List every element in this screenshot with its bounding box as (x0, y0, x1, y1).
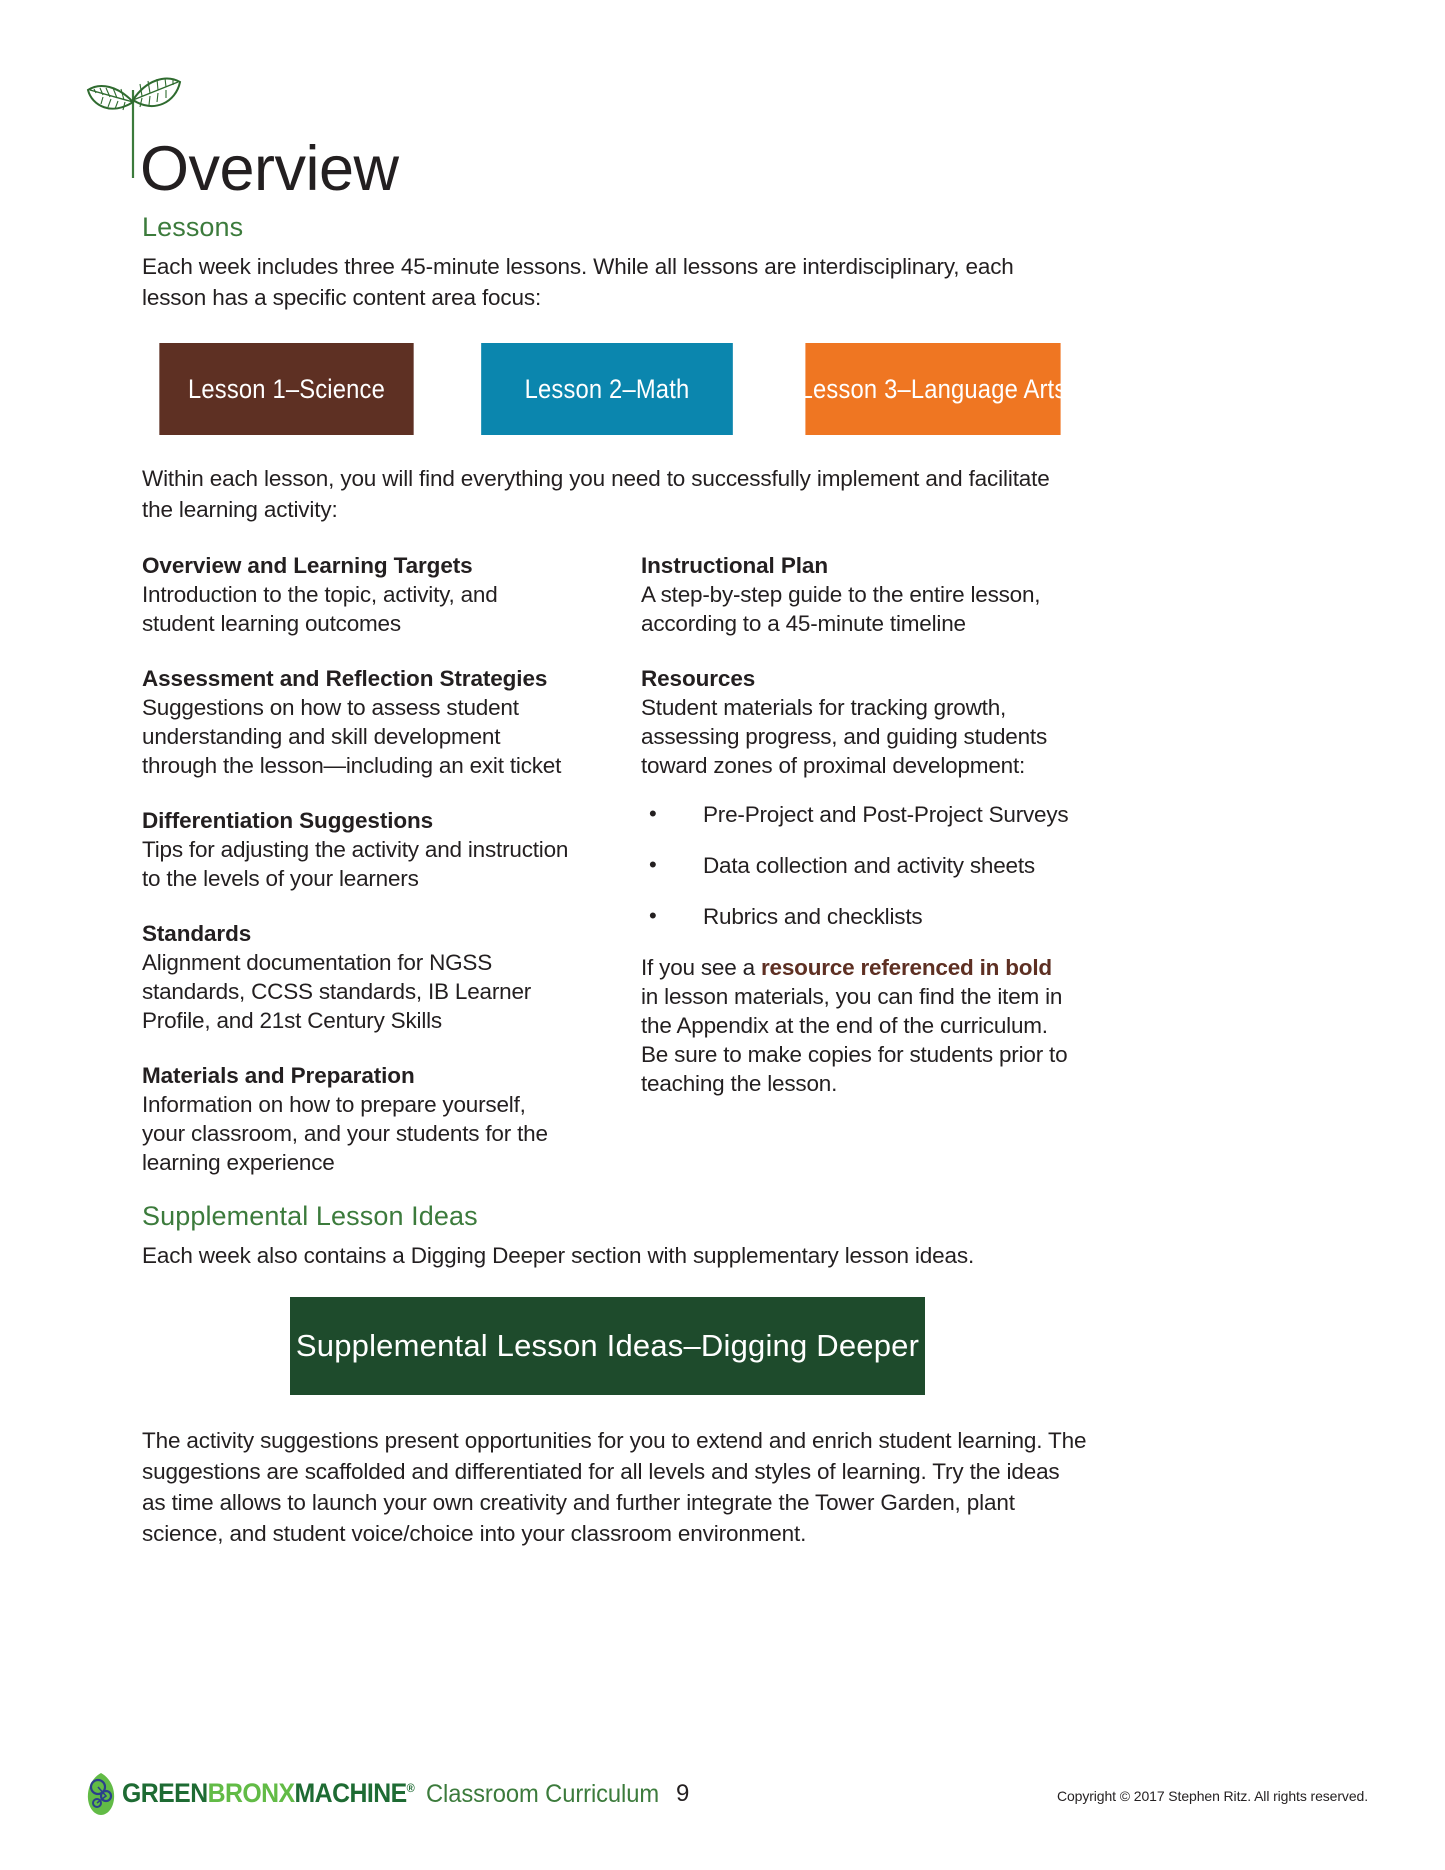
lesson-banner-math-label: Lesson 2–Math (524, 373, 690, 404)
lesson-banner-science-label: Lesson 1–Science (187, 373, 385, 404)
footer-copyright: Copyright © 2017 Stephen Ritz. All rights reserved. (1056, 1788, 1368, 1804)
component-title: Differentiation Suggestions (142, 808, 434, 833)
footer-subtitle: Classroom Curriculum (426, 1780, 660, 1808)
component-body: Alignment documentation for NGSS standards, CCSS standards, IB Learner Profile, and 21st Century Skills (142, 950, 532, 1033)
supplemental-closing-text: The activity suggestions present opportunities for you to extend and enrich student learning. The suggestions are scaffolded and differentiated for all levels and styles of learning. Try the ideas as time allows to launch your own creativity and further integrate the Tower Garden, plant science, and student voice/choice into your classroom environment. (142, 1428, 1087, 1546)
bold-resource-note (641, 953, 1073, 1098)
lesson-banner-language-arts[interactable] (799, 343, 1067, 435)
component-body: Student materials for tracking growth, assessing progress, and guiding students toward zones of proximal development: (641, 695, 1048, 778)
supplemental-heading: Supplemental Lesson Ideas (142, 1201, 478, 1231)
footer-page-number: 9 (676, 1780, 690, 1807)
page-footer (78, 1768, 1368, 1828)
component-title: Materials and Preparation (142, 1063, 415, 1088)
digging-deeper-banner[interactable] (290, 1297, 925, 1395)
supplemental-intro-text: Each week also contains a Digging Deeper section with supplementary lesson ideas. (142, 1243, 975, 1268)
footer-brand-bronx: BRONX (207, 1778, 295, 1808)
page-content (142, 212, 1302, 1549)
component-title: Overview and Learning Targets (142, 553, 473, 578)
lessons-heading: Lessons (142, 212, 244, 242)
bold-note-lead: If you see a (641, 955, 761, 980)
component-differentiation-suggestions (142, 806, 574, 893)
lesson-banner-group (142, 343, 1302, 435)
lesson-banner-science[interactable] (159, 343, 413, 435)
footer-brand-green: GREEN (122, 1778, 208, 1808)
bold-note-emphasis: resource referenced in bold (760, 955, 1052, 980)
component-title: Instructional Plan (641, 553, 828, 578)
bold-note-tail: in lesson materials, you can find the item in the Appendix at the end of the curriculum. Be sure to make copies for students prior to teaching the lesson. (641, 984, 1068, 1096)
list-item: • Rubrics and checklists (641, 902, 1073, 931)
component-overview-learning-targets (142, 551, 574, 638)
lesson-components-right-column (641, 551, 1073, 1098)
footer-brand-machine: MACHINE (294, 1778, 407, 1808)
component-instructional-plan (641, 551, 1073, 638)
supplemental-section (142, 1201, 1302, 1549)
component-body: Introduction to the topic, activity, and student learning outcomes (142, 582, 498, 636)
lesson-components-left-column (142, 551, 574, 1203)
footer-brand-registered: ® (406, 1781, 415, 1795)
resources-list (641, 800, 1073, 931)
component-materials-preparation (142, 1061, 574, 1177)
list-item: • Data collection and activity sheets (641, 851, 1073, 880)
component-standards (142, 919, 574, 1035)
within-lesson-text: Within each lesson, you will find everything you need to successfully implement and facilitate the learning activity: (142, 466, 1050, 522)
list-item: • Pre-Project and Post-Project Surveys (641, 800, 1073, 829)
footer-brand (122, 1778, 414, 1809)
component-title: Resources (641, 666, 756, 691)
page-header (78, 52, 1178, 204)
digging-deeper-banner-label: Supplemental Lesson Ideas–Digging Deeper (295, 1328, 920, 1363)
lessons-intro-text: Each week includes three 45-minute lessons. While all lessons are interdisciplinary, each lesson has a specific content area focus: (142, 254, 1014, 310)
component-body: Information on how to prepare yourself, your classroom, and your students for the learning experience (142, 1092, 548, 1175)
lesson-banner-math[interactable] (481, 343, 733, 435)
lesson-banner-language-arts-label: Lesson 3–Language Arts (799, 373, 1067, 404)
page-title: Overview (140, 134, 399, 204)
component-title: Assessment and Reflection Strategies (142, 666, 548, 691)
lesson-components-columns (142, 551, 1087, 1191)
component-assessment-reflection (142, 664, 574, 780)
component-resources (641, 664, 1073, 780)
component-body: Suggestions on how to assess student understanding and skill development through the lesson—including an exit ticket (142, 695, 562, 778)
component-title: Standards (142, 921, 252, 946)
green-bronx-machine-logo-icon (84, 1772, 118, 1816)
component-body: A step-by-step guide to the entire lesson, according to a 45-minute timeline (641, 582, 1041, 636)
component-body: Tips for adjusting the activity and instruction to the levels of your learners (142, 837, 569, 891)
